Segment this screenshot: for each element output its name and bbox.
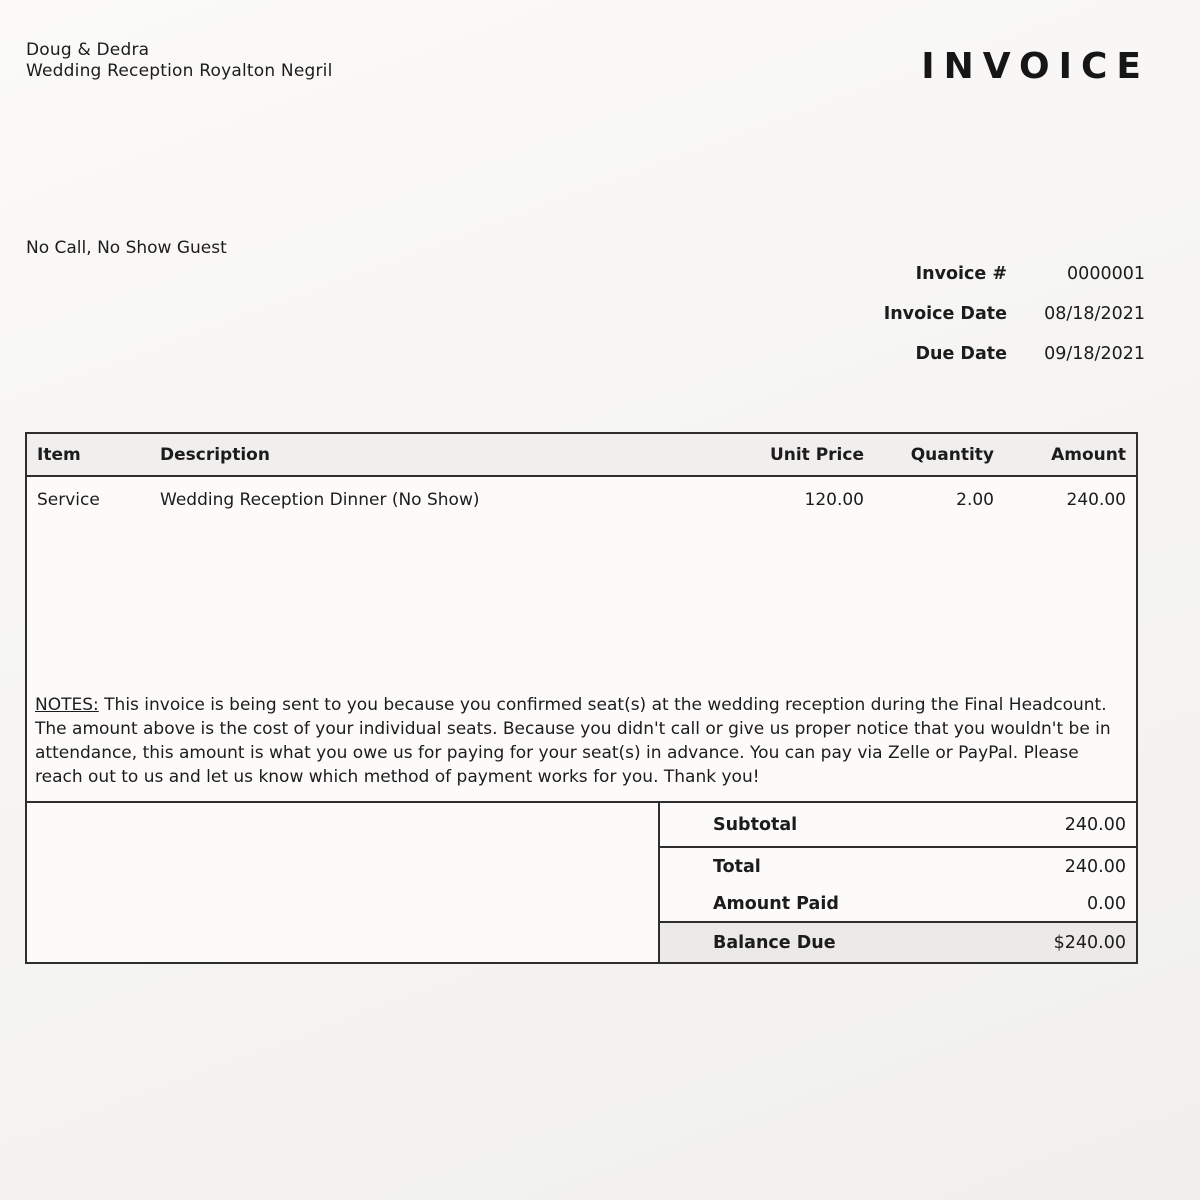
- totals-box: [658, 803, 1136, 962]
- total-row: [660, 848, 1136, 886]
- row-quantity: 2.00: [956, 490, 994, 511]
- balance-due-label: Balance Due: [713, 932, 836, 953]
- balance-due-value: $240.00: [1053, 932, 1126, 953]
- col-header-item: Item: [37, 444, 81, 465]
- totals-section: [27, 801, 1136, 962]
- invoice-number-label: Invoice #: [915, 264, 1007, 284]
- invoice-meta: [884, 264, 1145, 364]
- totals-empty-area: [27, 803, 658, 962]
- col-header-description: Description: [160, 444, 270, 465]
- col-header-unit-price: Unit Price: [769, 444, 864, 465]
- items-table: [25, 432, 1138, 964]
- notes-paragraph: [27, 687, 1136, 801]
- notes-text: This invoice is being sent to you because you confirmed seat(s) at the wedding reception during the Final Headcount. The amount above is the cost of your individual seats. Because you didn't call or give us proper notice that you wouldn't be in attendance, this amount is what you owe us for paying for your seat(s) in advance. You can pay via Zelle or PayPal. Please reach out to us and let us know which method of payment works for you. Thank you!: [35, 695, 1111, 788]
- invoice-number-value: 0000001: [1067, 264, 1145, 284]
- total-value: 240.00: [1064, 857, 1126, 878]
- sender-name: Doug & Dedra: [26, 40, 150, 60]
- document-title: INVOICE: [921, 46, 1150, 87]
- amount-paid-row: [660, 886, 1136, 923]
- due-date-value: 09/18/2021: [1044, 344, 1145, 364]
- col-header-amount: Amount: [1051, 444, 1126, 465]
- amount-paid-value: 0.00: [1087, 893, 1126, 914]
- sender-block: [26, 40, 333, 82]
- amount-paid-label: Amount Paid: [713, 893, 839, 914]
- total-label: Total: [713, 857, 761, 878]
- row-item: Service: [37, 490, 100, 511]
- subtotal-row: [660, 803, 1136, 848]
- due-date-label: Due Date: [915, 344, 1007, 364]
- subtotal-label: Subtotal: [713, 814, 798, 835]
- notes-label: NOTES:: [35, 695, 99, 716]
- invoice-date-value: 08/18/2021: [1044, 304, 1145, 324]
- sender-event: Wedding Reception Royalton Negril: [26, 61, 333, 81]
- row-unit-price: 120.00: [804, 490, 864, 511]
- col-header-quantity: Quantity: [910, 444, 994, 465]
- row-description: Wedding Reception Dinner (No Show): [160, 490, 480, 511]
- items-table-header: [27, 434, 1136, 477]
- table-row: [27, 477, 1136, 687]
- row-amount: 240.00: [1066, 490, 1126, 511]
- invoice-date-label: Invoice Date: [883, 304, 1007, 324]
- subtotal-value: 240.00: [1064, 814, 1126, 835]
- bill-to-recipient: No Call, No Show Guest: [26, 238, 227, 258]
- balance-due-row: [660, 923, 1136, 962]
